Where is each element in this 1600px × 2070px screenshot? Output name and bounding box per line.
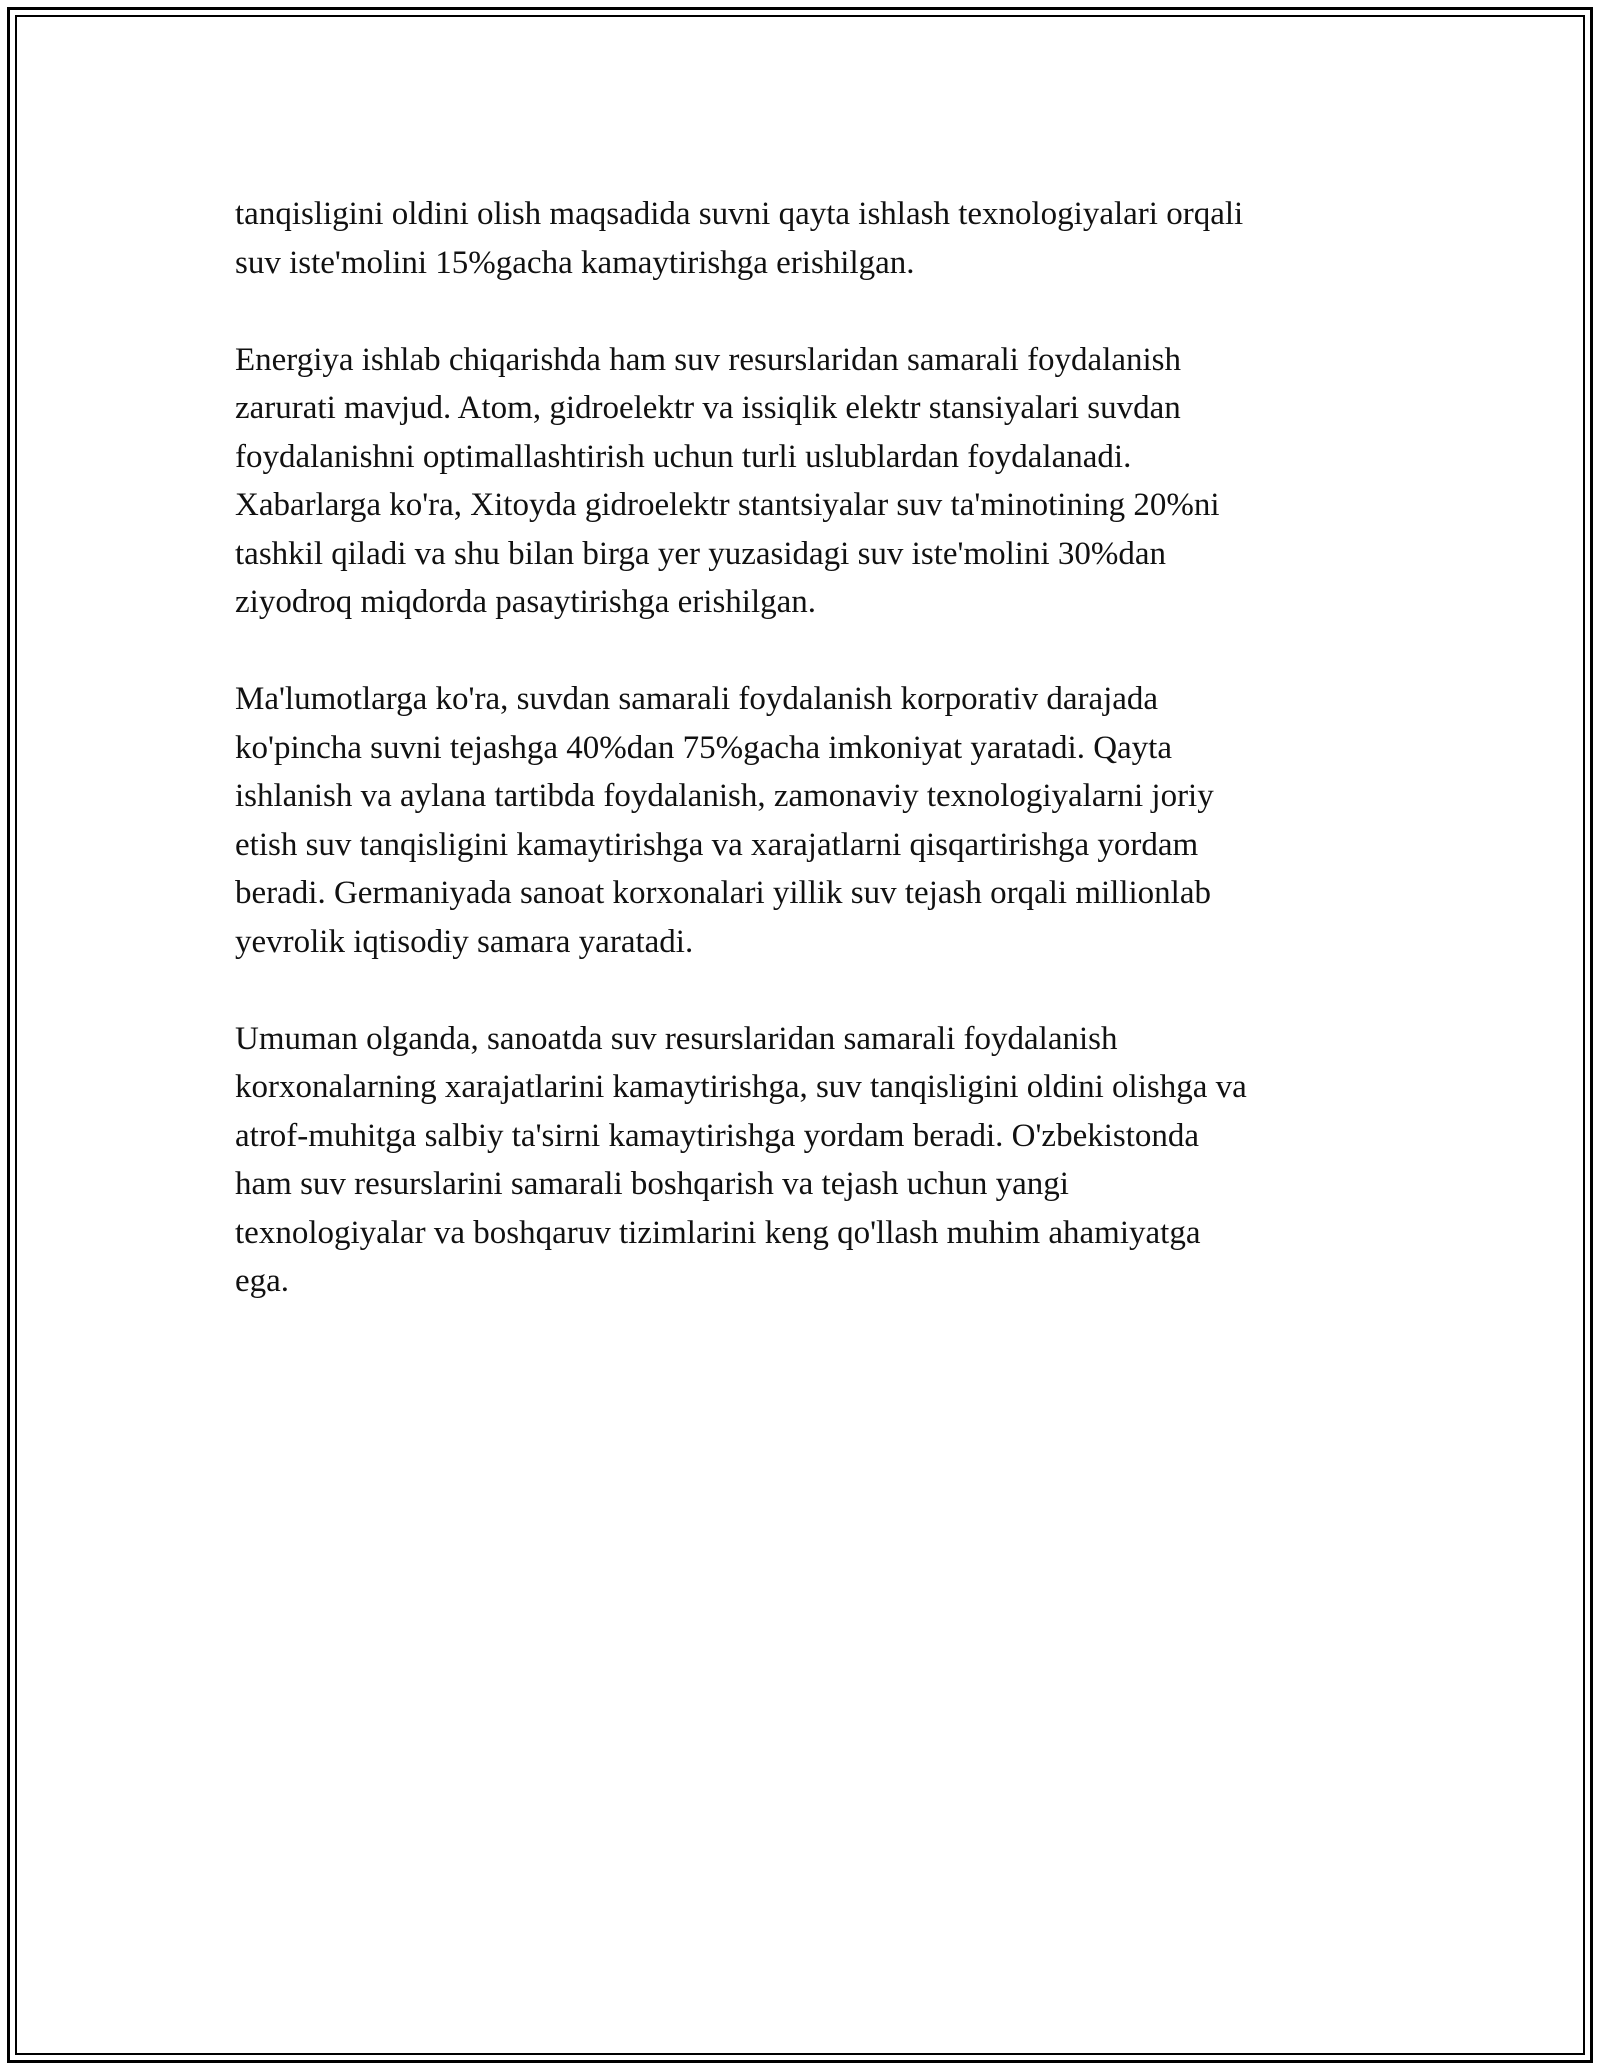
- text-line: etish suv tanqisligini kamaytirishga va xarajatlarni qisqartirishga yordam: [235, 826, 1199, 863]
- text-line: Umuman olganda, sanoatda suv resurslaridan samarali foydalanish: [235, 1020, 1118, 1057]
- text-line: texnologiyalar va boshqaruv tizimlarini keng qo'llash muhim ahamiyatga: [235, 1214, 1201, 1251]
- text-line: ega.: [235, 1263, 290, 1299]
- text-line: ko'pincha suvni tejashga 40%dan 75%gacha imkoniyat yaratadi. Qayta: [235, 729, 1172, 766]
- text-line: foydalanishni optimallashtirish uchun turli uslublardan foydalanadi.: [235, 438, 1132, 475]
- paragraph-2: [235, 336, 1375, 627]
- text-line: zarurati mavjud. Atom, gidroelektr va issiqlik elektr stansiyalari suvdan: [235, 390, 1181, 426]
- paragraph-3: [235, 675, 1375, 966]
- paragraph-1: [235, 190, 1375, 287]
- text-line: ziyodroq miqdorda pasaytirishga erishilgan.: [235, 584, 817, 620]
- text-line: beradi. Germaniyada sanoat korxonalari yillik suv tejash orqali millionlab: [235, 875, 1211, 911]
- text-line: suv iste'molini 15%gacha kamaytirishga erishilgan.: [235, 244, 915, 281]
- text-line: yevrolik iqtisodiy samara yaratadi.: [235, 923, 694, 960]
- text-line: ham suv resurslarini samarali boshqarish va tejash uchun yangi: [235, 1166, 1069, 1202]
- text-line: atrof-muhitga salbiy ta'sirni kamaytirishga yordam beradi. O'zbekistonda: [235, 1117, 1200, 1154]
- text-line: Energiya ishlab chiqarishda ham suv resurslaridan samarali foydalanish: [235, 341, 1182, 378]
- text-line: tashkil qiladi va shu bilan birga yer yuzasidagi suv iste'molini 30%dan: [235, 535, 1167, 572]
- text-line: Ma'lumotlarga ko'ra, suvdan samarali foydalanish korporativ darajada: [235, 681, 1159, 717]
- document-body: [235, 190, 1375, 1354]
- text-line: tanqisligini oldini olish maqsadida suvni qayta ishlash texnologiyalari orqali: [235, 196, 1244, 232]
- paragraph-4: [235, 1015, 1375, 1306]
- text-line: ishlanish va aylana tartibda foydalanish, zamonaviy texnologiyalarni joriy: [235, 778, 1214, 814]
- text-line: korxonalarning xarajatlarini kamaytirishga, suv tanqisligini oldini olishga va: [235, 1069, 1247, 1105]
- text-line: Xabarlarga ko'ra, Xitoyda gidroelektr stantsiyalar suv ta'minotining 20%ni: [235, 487, 1220, 523]
